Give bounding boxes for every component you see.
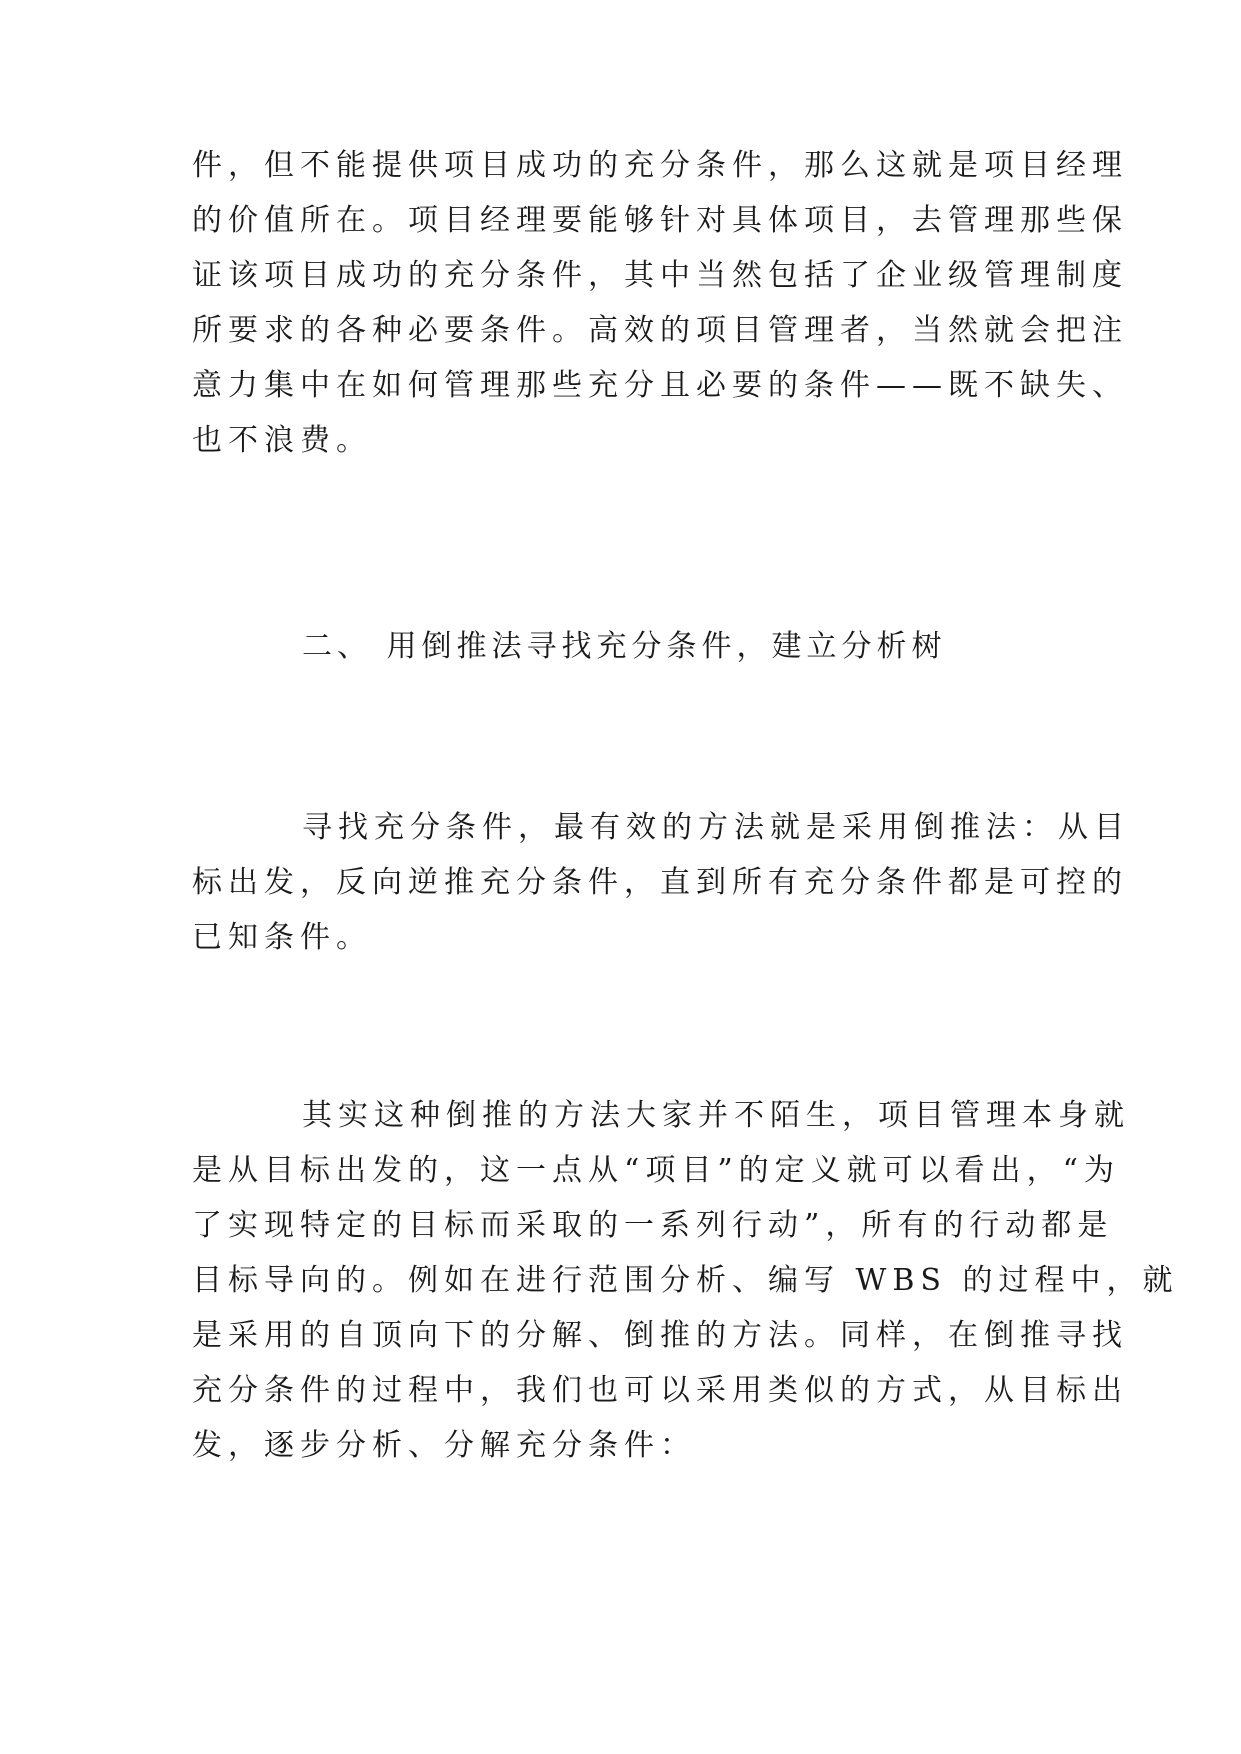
paragraph-line: 件，但不能提供项目成功的充分条件，那么这就是项目经理 bbox=[192, 148, 1128, 183]
paragraph-line: 所要求的各种必要条件。高效的项目管理者，当然就会把注 bbox=[192, 313, 1128, 348]
paragraph-line: 证该项目成功的充分条件，其中当然包括了企业级管理制度 bbox=[192, 258, 1128, 293]
paragraph-line: 是采用的自顶向下的分解、倒推的方法。同样，在倒推寻找 bbox=[192, 1318, 1128, 1353]
paragraph-line: 意力集中在如何管理那些充分且必要的条件——既不缺失、 bbox=[192, 368, 1128, 403]
paragraph-line: 其实这种倒推的方法大家并不陌生，项目管理本身就 bbox=[302, 1098, 1130, 1133]
paragraph-line: 也不浪费。 bbox=[192, 423, 372, 458]
paragraph-line: 标出发，反向逆推充分条件，直到所有充分条件都是可控的 bbox=[192, 865, 1128, 900]
paragraph-line: 了实现特定的目标而采取的一系列行动”，所有的行动都是 bbox=[192, 1208, 1114, 1243]
paragraph-line: 已知条件。 bbox=[192, 920, 372, 955]
section-heading: 二、 用倒推法寻找充分条件，建立分析树 bbox=[302, 629, 947, 664]
paragraph-line: 寻找充分条件，最有效的方法就是采用倒推法：从目 bbox=[302, 810, 1130, 845]
paragraph-line: 的价值所在。项目经理要能够针对具体项目，去管理那些保 bbox=[192, 203, 1128, 238]
paragraph-line: 是从目标出发的，这一点从“项目”的定义就可以看出，“为 bbox=[192, 1153, 1121, 1188]
paragraph-line: 目标导向的。例如在进行范围分析、编写 WBS 的过程中，就 bbox=[192, 1263, 1179, 1298]
paragraph-line: 发，逐步分析、分解充分条件： bbox=[192, 1428, 696, 1463]
paragraph-line: 充分条件的过程中，我们也可以采用类似的方式，从目标出 bbox=[192, 1373, 1128, 1408]
